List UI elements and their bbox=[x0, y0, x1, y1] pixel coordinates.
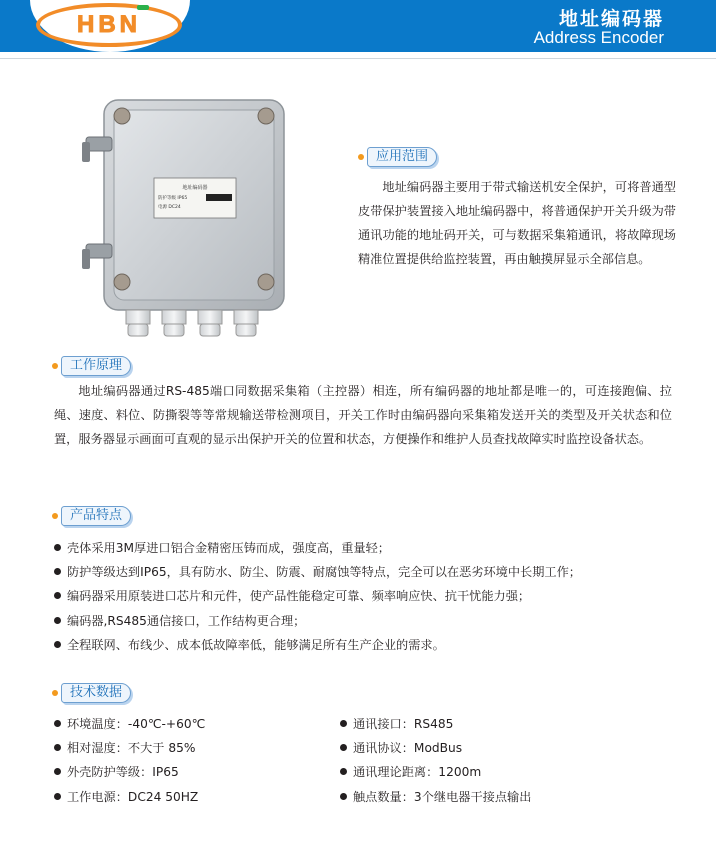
nameplate-line2: 防护等级 IP65 bbox=[158, 196, 188, 201]
features-list bbox=[54, 535, 694, 657]
bullet-dot-icon bbox=[52, 363, 58, 369]
list-item: 编码器,RS485通信接口，工作结构更合理； bbox=[54, 608, 694, 632]
principle-text: 地址编码器通过RS-485端口同数据采集箱（主控器）相连，所有编码器的地址都是唯一的，可连接跑偏、拉绳、速度、料位、防撕裂等等常规输送带检测项目，开关工作时由编码器向采集箱发送开关的类型及开关状态和位置，服务器显示画面可直观的显示出保护开关的位置和状态，方便操作和维护人员查找故障实时监控设备状态。 bbox=[54, 384, 672, 446]
list-item: 全程联网、布线少、成本低故障率低，能够满足所有生产企业的需求。 bbox=[54, 633, 694, 657]
logo bbox=[30, 0, 190, 52]
application-text: 地址编码器主要用于带式输送机安全保护，可将普通型皮带保护装置接入地址编码器中，将普通保护开关升级为带通讯功能的地址码开关，可与数据采集箱通讯，将故障现场精准位置提供给监控装置，再由触摸屏显示全部信息。 bbox=[358, 180, 676, 266]
bullet-icon bbox=[54, 641, 61, 648]
page-title: 地址编码器 bbox=[558, 8, 664, 30]
bullet-icon bbox=[54, 544, 61, 551]
list-item: 编码器采用原装进口芯片和元件，使产品性能稳定可靠、频率响应快、抗干忧能力强； bbox=[54, 584, 694, 608]
spec-item: 通讯接口：RS485 bbox=[340, 711, 640, 735]
section-label: 产品特点 bbox=[61, 506, 131, 526]
header-divider bbox=[0, 58, 716, 59]
spec-item: 环境温度：-40℃-+60℃ bbox=[54, 711, 354, 735]
bullet-dot-icon bbox=[52, 690, 58, 696]
logo-text: HBN bbox=[77, 11, 141, 38]
bullet-dot-icon bbox=[52, 513, 58, 519]
spec-item: 触点数量：3个继电器干接点输出 bbox=[340, 784, 640, 808]
bullet-icon bbox=[340, 793, 347, 800]
list-item: 防护等级达到IP65，具有防水、防尘、防震、耐腐蚀等特点，完全可以在恶劣环境中长期工作； bbox=[54, 559, 694, 583]
product-image bbox=[82, 92, 302, 342]
section-label: 工作原理 bbox=[61, 356, 131, 376]
header-bar bbox=[0, 0, 716, 52]
section-heading-features bbox=[52, 506, 131, 526]
nameplate-line1: 地址编码器 bbox=[182, 185, 208, 191]
bullet-icon bbox=[340, 720, 347, 727]
bullet-icon bbox=[340, 744, 347, 751]
spec-item: 外壳防护等级：IP65 bbox=[54, 760, 354, 784]
spec-item: 相对湿度：不大于 85% bbox=[54, 735, 354, 759]
bullet-dot-icon bbox=[358, 154, 364, 160]
section-label: 应用范围 bbox=[367, 147, 437, 167]
page-subtitle: Address Encoder bbox=[533, 28, 664, 47]
bullet-icon bbox=[340, 768, 347, 775]
section-heading-principle bbox=[52, 356, 131, 376]
bullet-icon bbox=[54, 793, 61, 800]
bullet-icon bbox=[54, 720, 61, 727]
bullet-icon bbox=[54, 617, 61, 624]
bullet-icon bbox=[54, 592, 61, 599]
spec-item: 通讯理论距离：1200m bbox=[340, 760, 640, 784]
bullet-icon bbox=[54, 568, 61, 575]
list-item: 壳体采用3M厚进口铝合金精密压铸而成，强度高，重量轻； bbox=[54, 535, 694, 559]
bullet-icon bbox=[54, 744, 61, 751]
logo-ring bbox=[36, 3, 182, 47]
specs-left-column bbox=[54, 711, 354, 809]
spec-item: 通讯协议：ModBus bbox=[340, 735, 640, 759]
section-heading-specs bbox=[52, 683, 131, 703]
spec-item: 工作电源：DC24 50HZ bbox=[54, 784, 354, 808]
specs-right-column bbox=[340, 711, 640, 809]
bullet-icon bbox=[54, 768, 61, 775]
nameplate-line3: 电源 DC24 bbox=[158, 205, 181, 210]
section-label: 技术数据 bbox=[61, 683, 131, 703]
logo-accent bbox=[137, 5, 149, 10]
section-heading-application bbox=[358, 147, 437, 167]
